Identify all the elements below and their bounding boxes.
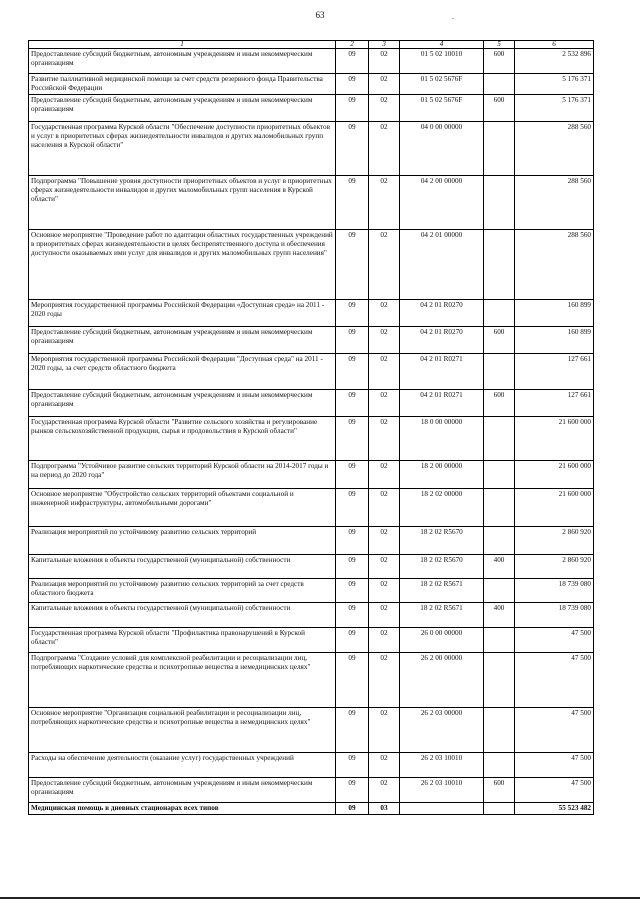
- row-name-cell: Основное мероприятие "Проведение работ по адаптации областных государственных учреждений в приоритетных сферах жизнедеятельности в целях беспрепятственного доступа и обеспечения доступности оказываемых ими услуг для инвалидов и других маломобильных групп населения": [29, 230, 336, 300]
- row-expense-type-cell: [484, 354, 515, 390]
- row-subsection-cell: 02: [369, 489, 400, 527]
- table-row: [29, 603, 594, 628]
- row-amount-cell: 2 532 896: [515, 49, 594, 74]
- row-section-cell: 09: [336, 708, 369, 753]
- row-amount-cell: 160 899: [515, 327, 594, 354]
- row-subsection-cell: 02: [369, 527, 400, 555]
- row-amount-cell: 2 860 920: [515, 527, 594, 555]
- row-subsection-cell: 02: [369, 49, 400, 74]
- row-amount-cell: 47 500: [515, 628, 594, 653]
- table-row: [29, 653, 594, 708]
- row-amount-cell: 5 176 371: [515, 74, 594, 95]
- budget-table: [28, 40, 594, 815]
- row-expense-type-cell: [484, 527, 515, 555]
- row-expense-type-cell: [484, 230, 515, 300]
- row-amount-cell: 55 523 482: [515, 803, 594, 815]
- row-name-cell: Капитальные вложения в объекты государственной (муниципальной) собственности: [29, 555, 336, 579]
- row-expense-type-cell: [484, 122, 515, 176]
- table-body: [29, 49, 594, 815]
- row-name-cell: Подпрограмма "Создание условий для комплексной реабилитации и ресоциализации лиц, потребляющих наркотические средства и психотропные вещества в немедицинских целях": [29, 653, 336, 708]
- row-name-cell: Подпрограмма "Устойчивое развитие сельских территорий Курской области на 2014-2017 годы и на период до 2020 года": [29, 461, 336, 489]
- row-expense-type-cell: 600: [484, 49, 515, 74]
- table-row: [29, 300, 594, 327]
- row-subsection-cell: 02: [369, 579, 400, 603]
- row-section-cell: 09: [336, 555, 369, 579]
- row-amount-cell: 5 176 371: [515, 95, 594, 122]
- row-amount-cell: 21 600 000: [515, 461, 594, 489]
- row-name-cell: Основное мероприятие "Обустройство сельских территорий объектами социальной и инженерной инфраструктуры, автомобильными дорогами": [29, 489, 336, 527]
- table-row: [29, 230, 594, 300]
- row-expense-type-cell: [484, 489, 515, 527]
- row-name-cell: Предоставление субсидий бюджетным, автономным учреждениям и иным некоммерческим организациям: [29, 95, 336, 122]
- row-section-cell: 09: [336, 122, 369, 176]
- page-number: 63: [315, 10, 325, 20]
- row-subsection-cell: 02: [369, 753, 400, 778]
- row-amount-cell: 127 661: [515, 390, 594, 417]
- row-name-cell: Государственная программа Курской области "Обеспечение доступности приоритетных объектов и услуг в приоритетных сферах жизнедеятельности инвалидов и других маломобильных групп населения в Курской области": [29, 122, 336, 176]
- table-row: [29, 122, 594, 176]
- row-expense-type-cell: [484, 653, 515, 708]
- row-amount-cell: 47 500: [515, 708, 594, 753]
- row-target-article-cell: 01 5 02 5676F: [400, 74, 484, 95]
- row-amount-cell: 127 661: [515, 354, 594, 390]
- row-subsection-cell: 02: [369, 230, 400, 300]
- row-section-cell: 09: [336, 417, 369, 461]
- row-name-cell: Капитальные вложения в объекты государственной (муниципальной) собственности: [29, 603, 336, 628]
- row-expense-type-cell: [484, 417, 515, 461]
- row-target-article-cell: 18 2 02 R5670: [400, 555, 484, 579]
- table-row: [29, 95, 594, 122]
- row-target-article-cell: 18 2 02 R5671: [400, 603, 484, 628]
- row-section-cell: 09: [336, 327, 369, 354]
- row-amount-cell: 21 600 000: [515, 489, 594, 527]
- row-name-cell: Мероприятия государственной программы Российской Федерации «Доступная среда» на 2011 - 2020 годы: [29, 300, 336, 327]
- table-row: [29, 803, 594, 815]
- row-amount-cell: 47 500: [515, 753, 594, 778]
- table-row: [29, 327, 594, 354]
- row-section-cell: 09: [336, 176, 369, 230]
- row-name-cell: Реализация мероприятий по устойчивому развитию сельских территорий: [29, 527, 336, 555]
- row-expense-type-cell: [484, 300, 515, 327]
- table-row: [29, 753, 594, 778]
- row-name-cell: Предоставление субсидий бюджетным, автономным учреждениям и иным некоммерческим организациям: [29, 49, 336, 74]
- row-name-cell: Мероприятия государственной программы Российской Федерации "Доступная среда" на 2011 - 2020 годы, за счет средств областного бюджета: [29, 354, 336, 390]
- row-expense-type-cell: [484, 803, 515, 815]
- header-col-6: 6: [515, 41, 594, 49]
- row-amount-cell: 47 500: [515, 653, 594, 708]
- table-row: [29, 461, 594, 489]
- header-col-5: 5: [484, 41, 515, 49]
- table-row: [29, 708, 594, 753]
- page-bottom-border: [0, 897, 640, 899]
- row-name-cell: Предоставление субсидий бюджетным, автономным учреждениям и иным некоммерческим организациям: [29, 390, 336, 417]
- row-target-article-cell: 01 5 02 5676F: [400, 95, 484, 122]
- row-amount-cell: 18 739 080: [515, 603, 594, 628]
- header-col-3: 3: [369, 41, 400, 49]
- row-section-cell: 09: [336, 778, 369, 803]
- row-target-article-cell: 18 2 02 R5671: [400, 579, 484, 603]
- row-section-cell: 09: [336, 579, 369, 603]
- row-section-cell: 09: [336, 461, 369, 489]
- row-section-cell: 09: [336, 653, 369, 708]
- row-target-article-cell: 18 2 00 00000: [400, 461, 484, 489]
- row-target-article-cell: 26 0 00 00000: [400, 628, 484, 653]
- row-target-article-cell: [400, 803, 484, 815]
- row-name-cell: Реализация мероприятий по устойчивому развитию сельских территорий за счет средств областного бюджета: [29, 579, 336, 603]
- row-target-article-cell: 26 2 00 00000: [400, 653, 484, 708]
- row-target-article-cell: 04 2 01 00000: [400, 230, 484, 300]
- row-name-cell: Государственная программа Курской области "Развитие сельского хозяйства и регулирование рынков сельскохозяйственной продукции, сырья и продовольствия в Курской области": [29, 417, 336, 461]
- row-subsection-cell: 02: [369, 300, 400, 327]
- row-section-cell: 09: [336, 603, 369, 628]
- row-expense-type-cell: [484, 579, 515, 603]
- table-row: [29, 489, 594, 527]
- row-expense-type-cell: 600: [484, 95, 515, 122]
- row-subsection-cell: 02: [369, 390, 400, 417]
- row-section-cell: 09: [336, 230, 369, 300]
- table-row: [29, 579, 594, 603]
- table-row: [29, 390, 594, 417]
- row-target-article-cell: 04 2 01 R0271: [400, 354, 484, 390]
- row-amount-cell: 288 560: [515, 176, 594, 230]
- row-target-article-cell: 18 0 00 00000: [400, 417, 484, 461]
- row-section-cell: 09: [336, 390, 369, 417]
- row-target-article-cell: 26 2 03 00000: [400, 708, 484, 753]
- row-subsection-cell: 02: [369, 778, 400, 803]
- row-subsection-cell: 02: [369, 603, 400, 628]
- row-target-article-cell: 18 2 02 R5670: [400, 527, 484, 555]
- row-target-article-cell: 04 2 00 00000: [400, 176, 484, 230]
- row-section-cell: 09: [336, 803, 369, 815]
- row-subsection-cell: 02: [369, 74, 400, 95]
- row-section-cell: 09: [336, 354, 369, 390]
- row-target-article-cell: 04 2 01 R0270: [400, 300, 484, 327]
- row-expense-type-cell: [484, 708, 515, 753]
- row-name-cell: Медицинская помощь в дневных стационарах всех типов: [29, 803, 336, 815]
- row-subsection-cell: 02: [369, 708, 400, 753]
- row-amount-cell: 2 860 920: [515, 555, 594, 579]
- row-section-cell: 09: [336, 95, 369, 122]
- row-target-article-cell: 04 2 01 R0270: [400, 327, 484, 354]
- header-col-1: 1: [29, 41, 336, 49]
- row-target-article-cell: 01 5 02 10010: [400, 49, 484, 74]
- row-subsection-cell: 02: [369, 461, 400, 489]
- header-col-4: 4: [400, 41, 484, 49]
- row-subsection-cell: 02: [369, 176, 400, 230]
- row-section-cell: 09: [336, 489, 369, 527]
- row-section-cell: 09: [336, 527, 369, 555]
- row-expense-type-cell: [484, 753, 515, 778]
- scan-mark: -: [452, 14, 455, 22]
- row-subsection-cell: 02: [369, 327, 400, 354]
- row-name-cell: Предоставление субсидий бюджетным, автономным учреждениям и иным некоммерческим организациям: [29, 327, 336, 354]
- row-expense-type-cell: 400: [484, 603, 515, 628]
- row-subsection-cell: 02: [369, 122, 400, 176]
- row-expense-type-cell: [484, 628, 515, 653]
- row-subsection-cell: 02: [369, 653, 400, 708]
- row-amount-cell: 47 500: [515, 778, 594, 803]
- row-target-article-cell: 26 2 03 10010: [400, 753, 484, 778]
- row-name-cell: Расходы на обеспечение деятельности (оказание услуг) государственных учреждений: [29, 753, 336, 778]
- table-row: [29, 628, 594, 653]
- header-col-2: 2: [336, 41, 369, 49]
- row-subsection-cell: 03: [369, 803, 400, 815]
- row-section-cell: 09: [336, 753, 369, 778]
- row-expense-type-cell: [484, 461, 515, 489]
- table-row: [29, 527, 594, 555]
- row-expense-type-cell: 600: [484, 390, 515, 417]
- row-subsection-cell: 02: [369, 354, 400, 390]
- row-subsection-cell: 02: [369, 95, 400, 122]
- table-row: [29, 74, 594, 95]
- row-amount-cell: 21 600 000: [515, 417, 594, 461]
- row-name-cell: Подпрограмма "Повышение уровня доступности приоритетных объектов и услуг в приоритетных сферах жизнедеятельности инвалидов и других маломобильных групп населения в Курской области": [29, 176, 336, 230]
- row-target-article-cell: 26 2 03 10010: [400, 778, 484, 803]
- row-section-cell: 09: [336, 49, 369, 74]
- table-row: [29, 555, 594, 579]
- row-section-cell: 09: [336, 300, 369, 327]
- table-header-row: [29, 41, 594, 49]
- table-row: [29, 176, 594, 230]
- table-row: [29, 49, 594, 74]
- row-section-cell: 09: [336, 628, 369, 653]
- row-name-cell: Основное мероприятие "Организация социальной реабилитации и ресоциализации лиц, потребляющих наркотические средства и психотропные вещества в немедицинских целях": [29, 708, 336, 753]
- row-name-cell: Предоставление субсидий бюджетным, автономным учреждениям и иным некоммерческим организациям: [29, 778, 336, 803]
- row-target-article-cell: 18 2 02 00000: [400, 489, 484, 527]
- row-name-cell: Государственная программа Курской области "Профилактика правонарушений в Курской области": [29, 628, 336, 653]
- row-amount-cell: 288 560: [515, 230, 594, 300]
- row-expense-type-cell: 600: [484, 778, 515, 803]
- table-row: [29, 778, 594, 803]
- row-expense-type-cell: 600: [484, 327, 515, 354]
- table-row: [29, 417, 594, 461]
- row-subsection-cell: 02: [369, 628, 400, 653]
- row-target-article-cell: 04 0 00 00000: [400, 122, 484, 176]
- table-row: [29, 354, 594, 390]
- row-name-cell: Развитие паллиативной медицинской помощи за счет средств резервного фонда Правительства Российской Федерации: [29, 74, 336, 95]
- row-subsection-cell: 02: [369, 417, 400, 461]
- row-amount-cell: 160 899: [515, 300, 594, 327]
- row-amount-cell: 18 739 080: [515, 579, 594, 603]
- row-expense-type-cell: [484, 74, 515, 95]
- row-amount-cell: 288 560: [515, 122, 594, 176]
- row-target-article-cell: 04 2 01 R0271: [400, 390, 484, 417]
- row-expense-type-cell: [484, 176, 515, 230]
- row-subsection-cell: 02: [369, 555, 400, 579]
- row-expense-type-cell: 400: [484, 555, 515, 579]
- row-section-cell: 09: [336, 74, 369, 95]
